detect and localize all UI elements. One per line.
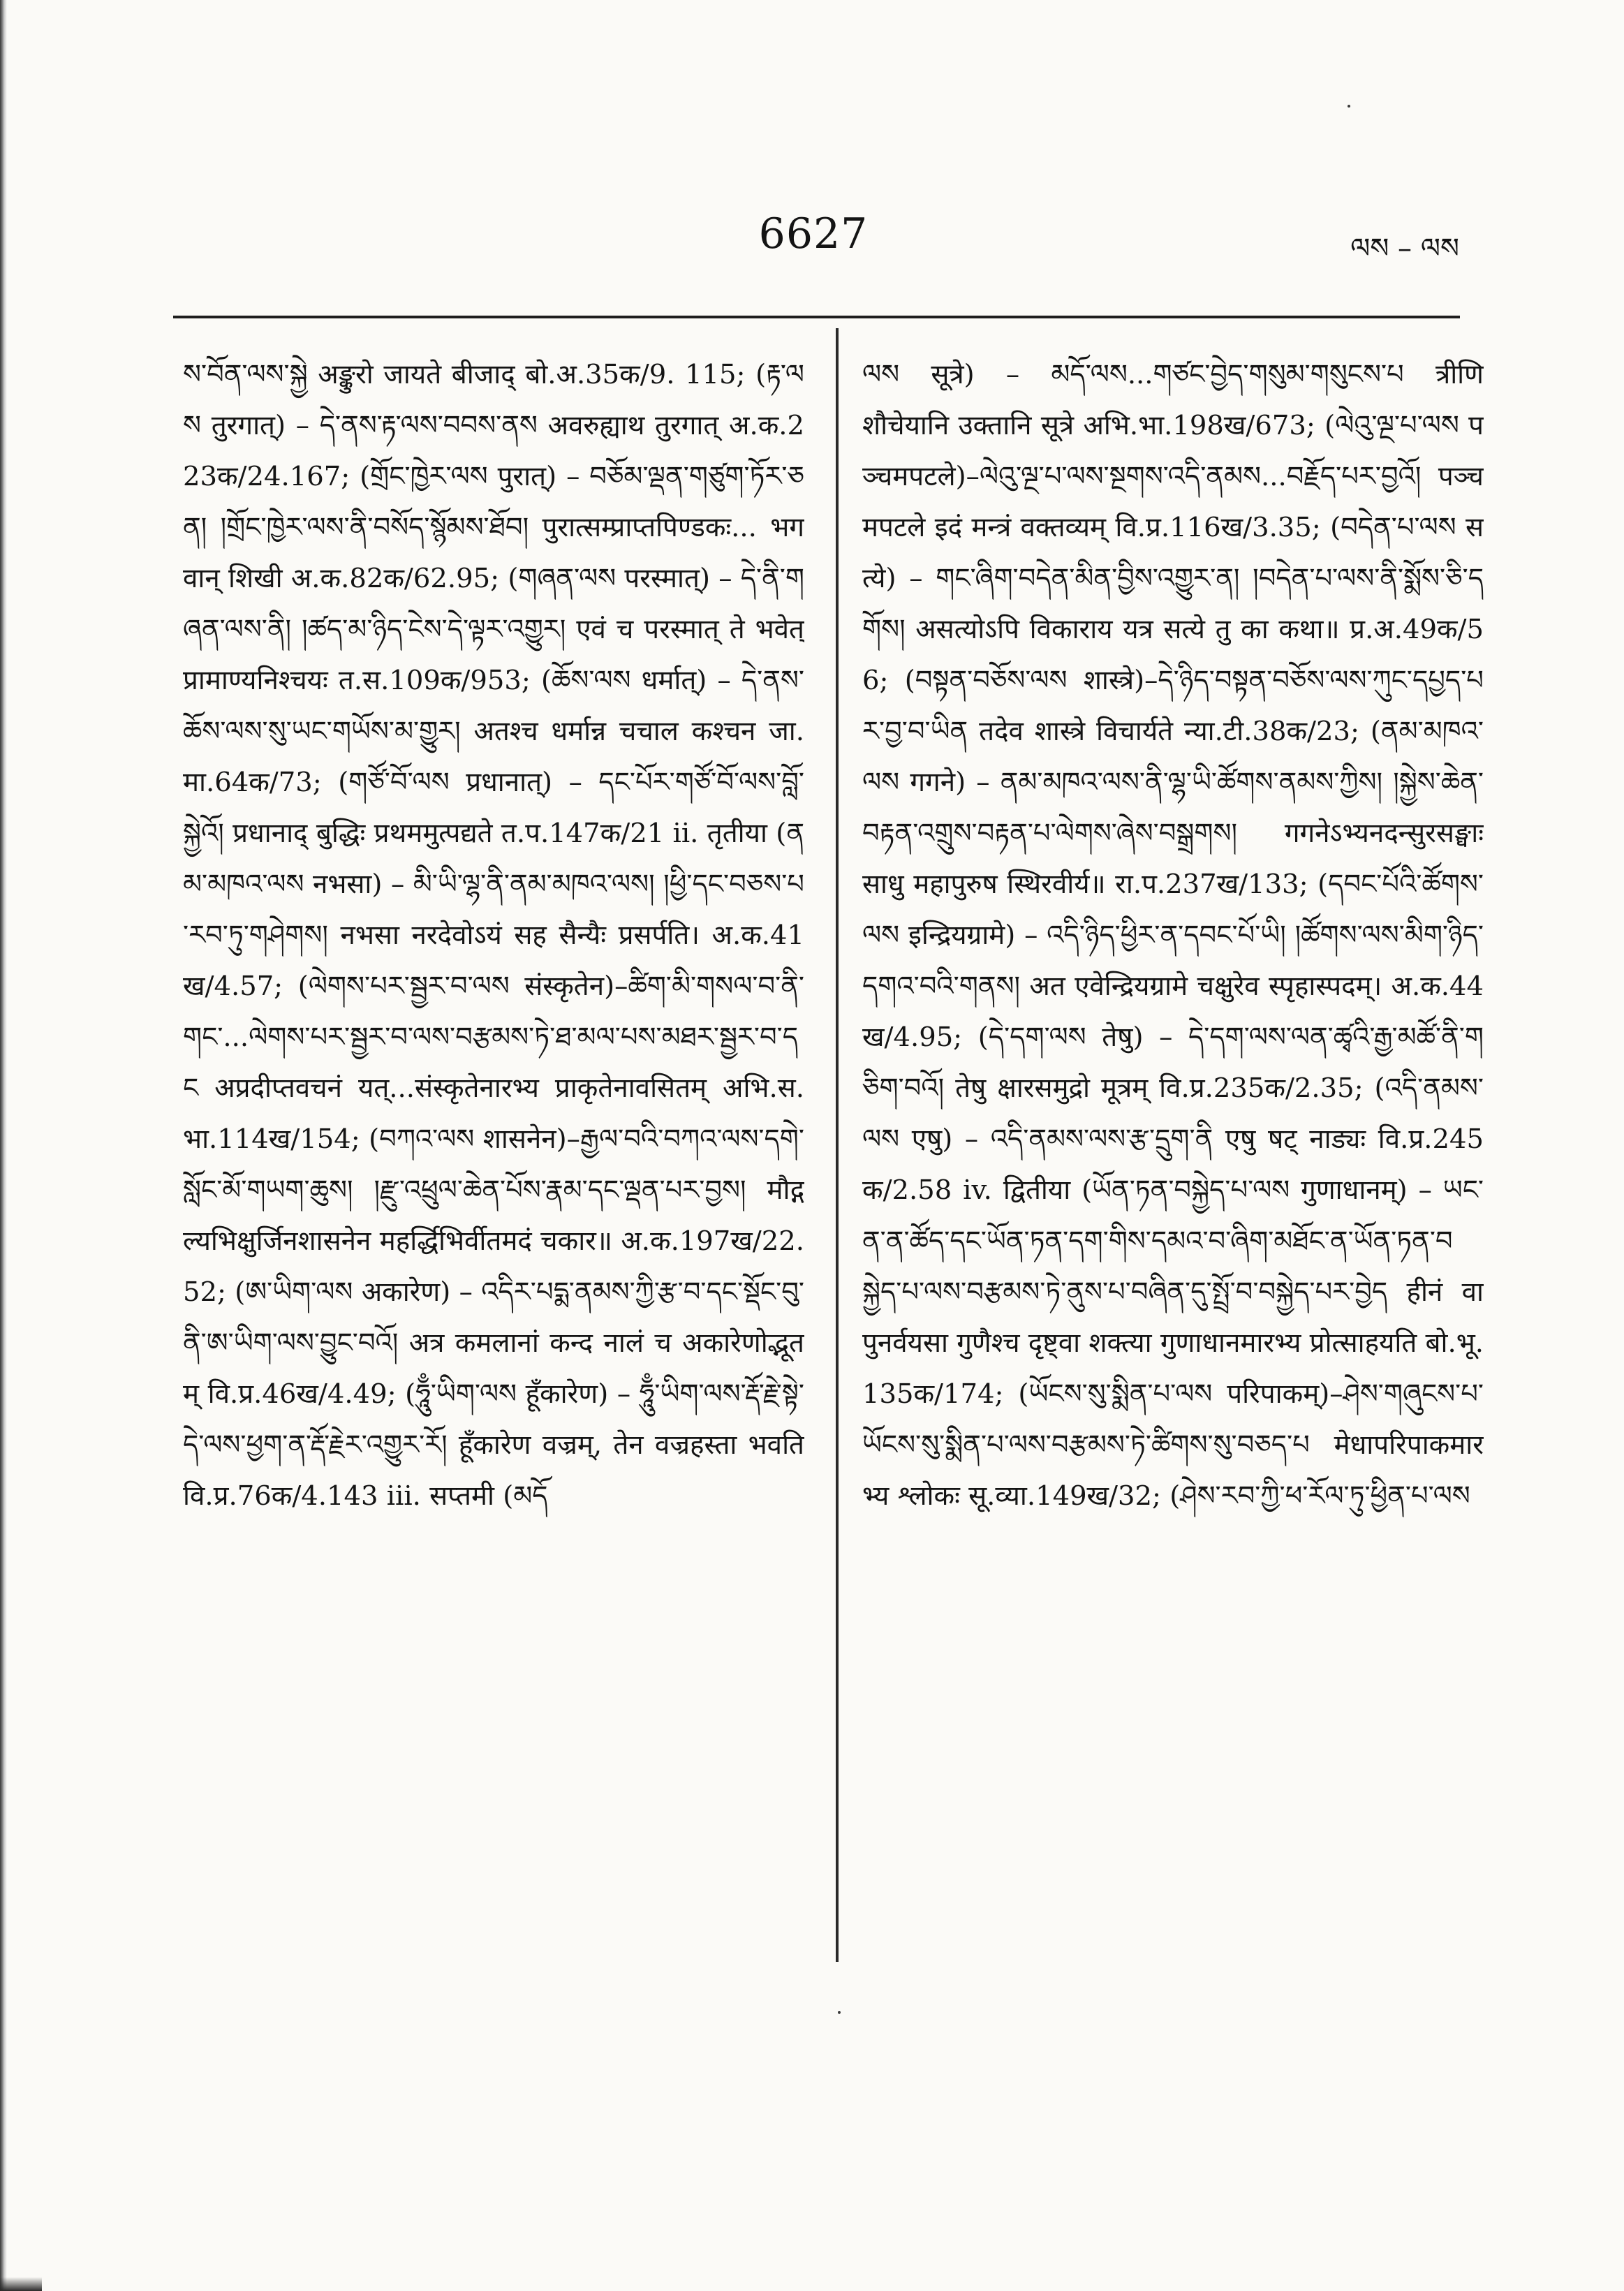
left-column-text: ས་བོན་ལས་སྐྱེ अङ्कुरो जायते बीजाद् बो.अ.35क/9. 115; (རྟ་ལས तुरगात्) – དེ་ནས་རྟ་ལས་བབས་ནས अवरुह्याथ तुरगात् अ.क.223क/24.167; (གྲོང་ཁྱེར་ལས पुरात्) – བཅོམ་ལྡན་གཙུག་ཏོར་ཅན། །གྲོང་ཁྱེར་ལས་ནི་བསོད་སྙོམས་ཐོབ། पुरात्सम्प्राप्तपिण्डकः... भगवान् शिखी अ.क.82क/62.95; (གཞན་ལས परस्मात्) – དེ་ནི་གཞན་ལས་ནི། །ཚད་མ་ཉིད་ངེས་དེ་ལྟར་འགྱུར། एवं च परस्मात् ते भवेत् प्रामाण्यनिश्चयः त.स.109क/953; (ཆོས་ལས धर्मात्) – དེ་ནས་ཆོས་ལས་སུ་ཡང་གཡོས་མ་གྱུར། अतश्च धर्मान्न चचाल कश्चन जा.मा.64क/73; (གཙོ་བོ་ལས प्रधानात्) – དང་པོར་གཙོ་བོ་ལས་བློ་སྐྱེའོ། प्रधानाद् बुद्धिः प्रथममुत्पद्यते त.प.147क/21 ii. तृतीया (ནམ་མཁའ་ལས नभसा) – མི་ཡི་ལྷ་ནི་ནམ་མཁའ་ལས། །ཕྱི་དང་བཅས་པ་རབ་ཏུ་གཤེགས། नभसा नरदेवोऽयं सह सैन्यैः प्रसर्पति। अ.क.41ख/4.57; (ལེགས་པར་སྦྱར་བ་ལས संस्कृतेन)–ཚིག་མི་གསལ་བ་ནི་གང་...ལེགས་པར་སྦྱར་བ་ལས་བརྩམས་ཏེ་ཐ་མལ་པས་མཐར་སྦྱར་བ་དང अप्रदीप्तवचनं यत्...संस्कृतेनारभ्य प्राकृतेनावसितम् अभि.स.भा.114ख/154; (བཀའ་ལས शासनेन)–རྒྱལ་བའི་བཀའ་ལས་དགེ་སློང་མོ་གཡག་ཆུས། །རྫུ་འཕྲུལ་ཆེན་པོས་རྣམ་དང་ལྡན་པར་བྱས། मौद्गल्यभिक्षुर्जिनशासनेन महर्द्धिभिर्वीतमदं चकार॥ अ.क.197ख/22.52; (ཨ་ཡིག་ལས अकारेण) – འདིར་པདྨ་ནམས་ཀྱི་རྩ་བ་དང་སྡོང་བུ་ནི་ཨ་ཡིག་ལས་བྱུང་བའོ། अत्र कमलानां कन्द नालं च अकारेणोद्भूतम् वि.प्र.46ख/4.49; (ཧཱུྃ་ཡིག་ལས हूँकारेण) – ཧཱུྃ་ཡིག་ལས་རྡོ་རྗེ་སྟེ་དེ་ལས་ཕྱག་ན་རྡོ་རྗེར་འགྱུར་རོ། हूँकारेण वज्रम्, तेन वज्रहस्ता भवति वि.प्र.76क/4.143 iii. सप्तमी (མདོ: [183, 359, 804, 1512]
scan-speck: [1348, 105, 1350, 108]
header-rule: [173, 316, 1460, 318]
page-number: 6627: [758, 209, 869, 258]
right-column-text: ལས सूत्रे) – མདོ་ལས...གཙང་བྱེད་གསུམ་གསུངས་པ त्रीणि शौचेयानि उक्तानि सूत्रे अभि.भा.198ख/673; (ལེའུ་ལྔ་པ་ལས पञ्चमपटले)–ལེའུ་ལྔ་པ་ལས་སྔགས་འདི་ནམས...བརྗོད་པར་བྱའོ། पञ्चमपटले इदं मन्त्रं वक्तव्यम् वि.प्र.116ख/3.35; (བདེན་པ་ལས सत्ये) – གང་ཞིག་བདེན་མིན་བྱིས་འགྱུར་ན། །བདེན་པ་ལས་ནི་སྨོས་ཅི་དགོས། असत्योऽपि विकाराय यत्र सत्ये तु का कथा॥ प्र.अ.49क/56; (བསྟན་བཅོས་ལས शास्त्रे)–དེ་ཉིད་བསྟན་བཅོས་ལས་ཀུང་དཔྱད་པར་བྱ་བ་ཡིན तदेव शास्त्रे विचार्यते न्या.टी.38क/23; (ནམ་མཁའ་ལས गगने) – ནམ་མཁའ་ལས་ནི་ལྷ་ཡི་ཚོགས་ནམས་ཀྱིས། །སྐྱེས་ཆེན་བརྟན་འགྲུས་བརྟན་པ་ལེགས་ཞེས་བསྒྲགས། गगनेऽभ्यनदन्सुरसङ्घाः साधु महापुरुष स्थिरवीर्य॥ रा.प.237ख/133; (དབང་པོའི་ཚོགས་ལས इन्द्रियग्रामे) – འདི་ཉིད་ཕྱིར་ན་དབང་པོ་ཡི། །ཚོགས་ལས་མིག་ཉིད་དགའ་བའི་གནས། अत एवेन्द्रियग्रामे चक्षुरेव स्पृहास्पदम्। अ.क.44ख/4.95; (དེ་དག་ལས तेषु) – དེ་དག་ལས་ལན་ཚྭའི་རྒྱ་མཚོ་ནི་གཅིག་བའོ། तेषु क्षारसमुद्रो मूत्रम् वि.प्र.235क/2.35; (འདི་ནམས་ལས एषु) – འདི་ནམས་ལས་རྩ་དྲུག་ནི एषु षट् नाड्यः वि.प्र.245क/2.58 iv. द्वितीया (ཡོན་ཏན་བསྐྱེད་པ་ལས गुणाधानम्) – ཡང་ན་ན་ཚོད་དང་ཡོན་ཏན་དག་གིས་དམའ་བ་ཞིག་མཐོང་ན་ཡོན་ཏན་བསྐྱེད་པ་ལས་བརྩམས་ཏེ་ནུས་པ་བཞིན་དུ་སྤྲོ་བ་བསྐྱེད་པར་བྱེད हीनं वा पुनर्वयसा गुणैश्च दृष्ट्वा शक्त्या गुणाधानमारभ्य प्रोत्साहयति बो.भू.135क/174; (ཡོངས་སུ་སྨིན་པ་ལས परिपाकम्)–ཤེས་གཞུངས་པ་ཡོངས་སུ་སྨིན་པ་ལས་བརྩམས་ཏེ་ཚིགས་སུ་བཅད་པ मेधापरिपाकमारभ्य श्लोकः सू.व्या.149ख/32; (ཤེས་རབ་ཀྱི་ཕ་རོལ་ཏུ་ཕྱིན་པ་ལས: [862, 359, 1484, 1512]
column-divider: [836, 328, 839, 1962]
scan-binding-edge: [0, 0, 7, 2291]
running-headword: ལས – ལས: [1350, 233, 1459, 265]
scan-corner-smudge: [0, 2277, 42, 2291]
scan-speck: [838, 2011, 841, 2014]
